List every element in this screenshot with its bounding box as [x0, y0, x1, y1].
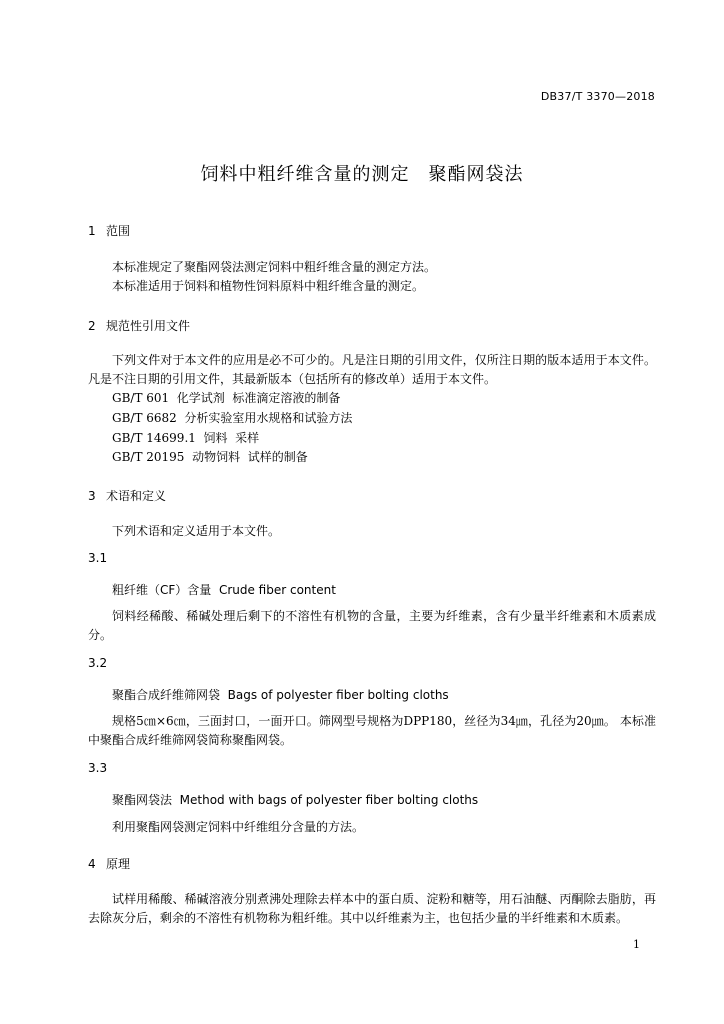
section-1-heading: [88, 222, 130, 239]
term-english: Bags of polyester fiber bolting cloths: [227, 688, 449, 702]
term-definition-3-3: 利用聚酯网袋测定饲料中纤维组分含量的方法。: [112, 820, 365, 834]
term-heading-3-1: [112, 581, 336, 598]
term-heading-3-3: [112, 791, 478, 808]
term-definition-3-2: 规格5㎝×6㎝，三面封口，一面开口。筛网型号规格为DPP180，丝径为34㎛，孔径为20㎛。 本标准中聚酯合成纤维筛网袋简称聚酯网袋。: [88, 714, 656, 747]
section-4-paragraph: 试样用稀酸、稀碱溶液分别煮沸处理除去样本中的蛋白质、淀粉和糖等，用石油醚、丙酮除去脂肪，再去除灰分后，剩余的不溶性有机物称为粗纤维。其中以纤维素为主，也包括少量的半纤维素和木质素。: [88, 892, 656, 925]
section-number: 2: [88, 319, 96, 333]
reference-item: GB/T 14699.1 饲料 采样: [112, 431, 260, 445]
section-title: 规范性引用文件: [106, 319, 191, 333]
section-1-paragraph-1: 本标准规定了聚酯网袋法测定饲料中粗纤维含量的测定方法。: [112, 260, 437, 274]
subsection-number-3-2: 3.2: [88, 656, 108, 670]
reference-item: GB/T 601 化学试剂 标准滴定溶液的制备: [112, 391, 341, 405]
standard-code: DB37/T 3370—2018: [540, 90, 655, 103]
section-2-heading: [88, 317, 190, 334]
subsection-number-3-1: 3.1: [88, 551, 108, 565]
section-number: 4: [88, 857, 96, 871]
reference-item: GB/T 20195 动物饲料 试样的制备: [112, 450, 308, 464]
section-1-paragraph-2: 本标准适用于饲料和植物性饲料原料中粗纤维含量的测定。: [112, 279, 425, 293]
subsection-number-3-3: 3.3: [88, 761, 108, 775]
term-name: 聚酯合成纤维筛网袋: [112, 688, 221, 702]
section-title: 原理: [106, 857, 131, 871]
section-title: 术语和定义: [106, 489, 167, 503]
term-english: Method with bags of polyester fiber bolting cloths: [179, 793, 479, 807]
term-heading-3-2: [112, 686, 449, 703]
term-english: Crude fiber content: [218, 583, 336, 597]
page-number: 1: [633, 938, 640, 951]
section-3-heading: [88, 487, 166, 504]
term-name: 聚酯网袋法: [112, 793, 173, 807]
term-name: 粗纤维（CF）含量: [112, 583, 212, 597]
section-number: 1: [88, 224, 96, 238]
section-3-intro: 下列术语和定义适用于本文件。: [112, 524, 281, 538]
term-definition-3-1: 饲料经稀酸、稀碱处理后剩下的不溶性有机物的含量，主要为纤维素，含有少量半纤维素和木质素成分。: [88, 609, 656, 642]
reference-item: GB/T 6682 分析实验室用水规格和试验方法: [112, 411, 353, 425]
section-number: 3: [88, 489, 96, 503]
section-2-intro: 下列文件对于本文件的应用是必不可少的。凡是注日期的引用文件，仅所注日期的版本适用于本文件。凡是不注日期的引用文件，其最新版本（包括所有的修改单）适用于本文件。: [88, 353, 656, 386]
section-title: 范围: [106, 224, 131, 238]
document-title: 饲料中粗纤维含量的测定 聚酯网袋法: [200, 164, 524, 185]
section-4-heading: [88, 855, 130, 872]
